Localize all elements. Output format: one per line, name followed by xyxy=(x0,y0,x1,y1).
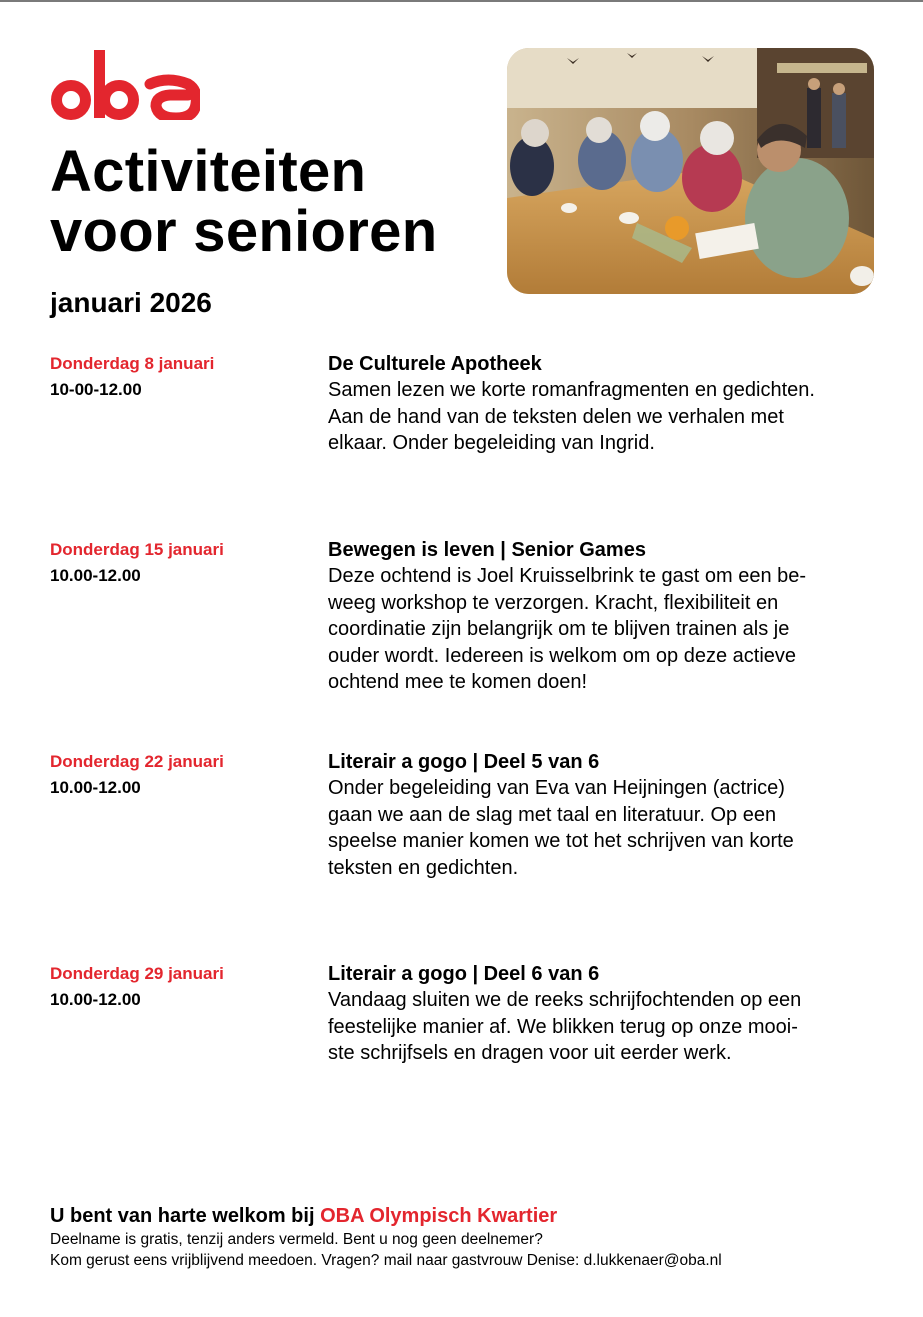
event-description xyxy=(328,563,880,696)
description-line: Deze ochtend is Joel Kruisselbrink te gast om een be- xyxy=(328,565,807,587)
month-heading: januari 2026 xyxy=(50,287,212,318)
page-title xyxy=(50,139,438,264)
welcome-line xyxy=(50,1203,870,1229)
event-title: Literair a gogo | Deel 5 van 6 xyxy=(328,751,600,773)
oba-logo xyxy=(50,48,200,120)
footer xyxy=(50,1203,870,1271)
event-time: 10.00-12.00 xyxy=(50,778,141,797)
event-date: Donderdag 29 januari xyxy=(50,964,224,983)
footer-contact-line: Kom gerust eens vrijblijvend meedoen. Vragen? mail naar gastvrouw Denise: d.lukkenaer@oba.nl xyxy=(50,1252,722,1269)
description-line: speelse manier komen we tot het schrijven van korte xyxy=(328,830,794,852)
description-line: ste schrijfsels en dragen voor uit eerder werk. xyxy=(328,1042,732,1064)
event-time: 10.00-12.00 xyxy=(50,566,141,585)
description-line: elkaar. Onder begeleiding van Ingrid. xyxy=(328,432,655,454)
description-line: ouder wordt. Iedereen is welkom om op deze actieve xyxy=(328,644,797,667)
title-line-2: voor senioren xyxy=(50,199,438,264)
location-name: OBA Olympisch Kwartier xyxy=(320,1205,558,1227)
event-description xyxy=(328,775,880,881)
description-line: Samen lezen we korte romanfragmenten en gedichten. xyxy=(328,379,815,401)
title-line-1: Activiteiten xyxy=(50,139,367,204)
description-line: gaan we aan de slag met taal en literatuur. Op een xyxy=(328,803,777,826)
description-line: weeg workshop te verzorgen. Kracht, flexibiliteit en xyxy=(328,591,779,614)
welcome-prefix: U bent van harte welkom bij xyxy=(50,1205,321,1227)
event-date: Donderdag 22 januari xyxy=(50,752,224,771)
event-description xyxy=(328,377,880,457)
event-time: 10-00-12.00 xyxy=(50,380,142,399)
description-line: coordinatie zijn belangrijk om te blijven trainen als je xyxy=(328,618,790,640)
event-date: Donderdag 8 januari xyxy=(50,354,215,373)
description-line: ochtend mee te komen doen! xyxy=(328,671,588,693)
event-time: 10.00-12.00 xyxy=(50,990,141,1009)
seniors-activity-photo xyxy=(507,48,874,294)
description-line: teksten en gedichten. xyxy=(328,856,519,879)
description-line: Aan de hand van de teksten delen we verhalen met xyxy=(328,405,784,428)
event-title: Bewegen is leven | Senior Games xyxy=(328,539,646,561)
top-rule xyxy=(0,0,923,2)
description-line: Onder begeleiding van Eva van Heijningen (actrice) xyxy=(328,777,785,799)
event-description xyxy=(328,987,880,1067)
footer-info-line: Deelname is gratis, tenzij anders vermeld. Bent u nog geen deelnemer? xyxy=(50,1231,543,1248)
description-line: Vandaag sluiten we de reeks schrijfochtenden op een xyxy=(328,989,802,1011)
event-title: De Culturele Apotheek xyxy=(328,353,542,375)
description-line: feestelijke manier af. We blikken terug op onze mooi- xyxy=(328,1015,798,1038)
event-date: Donderdag 15 januari xyxy=(50,540,224,559)
event-title: Literair a gogo | Deel 6 van 6 xyxy=(328,963,600,985)
